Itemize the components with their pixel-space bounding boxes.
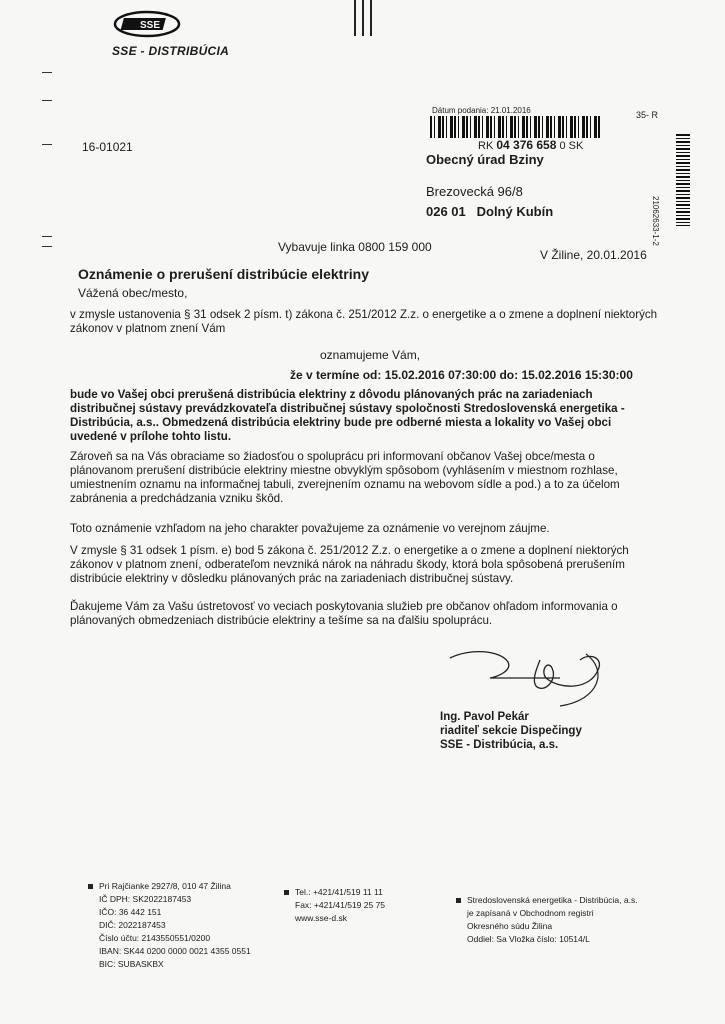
outage-term: že v termíne od: 15.02.2016 07:30:00 do: 15.02.2016 15:30:00 — [290, 368, 633, 382]
fold-mark — [42, 100, 52, 101]
punch-marks — [352, 0, 374, 36]
barcode — [430, 116, 602, 138]
handwritten-signature — [440, 640, 620, 710]
bullet-square — [88, 884, 93, 889]
recipient-street: Brezovecká 96/8 — [426, 184, 523, 199]
signatory-company: SSE - Distribúcia, a.s. — [440, 739, 559, 751]
signatory-role: riaditeľ sekcie Dispečingy — [440, 725, 582, 737]
submission-date: Dátum podania: 21.01.2016 — [432, 106, 531, 115]
fold-mark — [42, 236, 52, 237]
place-date: V Žiline, 20.01.2016 — [540, 248, 647, 262]
recipient-name: Obecný úrad Bziny — [426, 152, 544, 167]
reference-number: 16-01021 — [82, 140, 133, 154]
footer-contact: Tel.: +421/41/519 11 11 Fax: +421/41/519 25 75 www.sse-d.sk — [284, 886, 434, 925]
fold-mark — [42, 72, 52, 73]
request-paragraph: Zároveň sa na Vás obraciame so žiadosťou o spoluprácu pri informovaní občanov Vašej obce/mesta o plánovanom prerušení distribúcie elektriny miestne obvyklým spôsobom (vyhlásením v miestnom rozhlase, umiestnením oznamu na informačnej tabuli, zverejnením oznamu na webovom sídle a pod.) a to za účelom zabránenia a predchádzania vzniku škôd. — [70, 450, 620, 505]
footer-registry: Stredoslovenská energetika - Distribúcia, a.s. je zapísaná v Obchodnom registri Okresného súdu Žilina Oddiel: Sa Vložka číslo: 10514/L — [456, 894, 676, 946]
public-notice: Toto oznámenie vzhľadom na jeho charakter považujeme za oznámenie vo verejnom záujme. — [70, 522, 550, 535]
signatory-name: Ing. Pavol Pekár — [440, 711, 529, 723]
company-logo — [112, 10, 182, 38]
letter-title: Oznámenie o prerušení distribúcie elektriny — [78, 266, 369, 282]
recipient-city-line: 026 01 Dolný Kubín — [426, 204, 554, 219]
brand-name: SSE - DISTRIBÚCIA — [112, 44, 230, 58]
intro-paragraph: v zmysle ustanovenia § 31 odsek 2 písm. t) zákona č. 251/2012 Z.z. o energetike a o zmene a doplnení niektorých zákonov v platnom znení Vám — [70, 308, 658, 335]
signatory-block — [440, 710, 620, 752]
vertical-barcode — [676, 134, 690, 226]
bullet-square — [284, 890, 289, 895]
footer-address: Pri Rajčianke 2927/8, 010 47 Žilina IČ DPH: SK2022187453 IČO: 36 442 151 DIČ: 2022187453 Číslo účtu: 2143550551/0200 IBAN: SK44 0200 0000 0021 4355 0551 BIC: SUBASKBX — [88, 880, 278, 971]
fold-mark — [42, 246, 52, 247]
handled-by: Vybavuje linka 0800 159 000 — [278, 240, 432, 254]
vertical-code: 21062633-1-2 — [651, 196, 660, 246]
registry-number: RK 04 376 658 0 SK — [478, 138, 584, 152]
bullet-square — [456, 898, 461, 903]
svg-text:SSE: SSE — [139, 20, 161, 31]
outage-paragraph: bude vo Vašej obci prerušená distribúcia elektriny z dôvodu plánovaných prác na zariadeniach distribučnej sústavy prevádzkovateľa distribučnej sústavy spoločnosti Stredoslovenská energetika - Distribúcia, a.s.. Obmedzená distribúcia elektriny bude pre odberné miesta a lokality vo Vašej obci uvedené v prílohe tohto listu. — [70, 388, 625, 443]
thanks-paragraph: Ďakujeme Vám za Vašu ústretovosť vo veciach poskytovania služieb pre občanov ohľadom informovania o plánovaných obmedzeniach distribúcie elektriny a tešíme sa na ďalšiu spoluprácu. — [70, 600, 618, 627]
announce-line: oznamujeme Vám, — [320, 348, 421, 362]
damages-paragraph: V zmysle § 31 odsek 1 písm. e) bod 5 zákona č. 251/2012 Z.z. o energetike a o zmene a doplnení niektorých zákonov v platnom znení, odberateľom nevzniká nárok na náhradu škody, ktorá bola spôsobená prerušením distribúcie elektriny v dôsledku plánovaných prác na zariadeniach distribučnej sústavy. — [70, 544, 629, 585]
fold-mark — [42, 144, 52, 145]
salutation: Vážená obec/mesto, — [78, 286, 188, 300]
side-code: 35- R — [636, 110, 659, 120]
